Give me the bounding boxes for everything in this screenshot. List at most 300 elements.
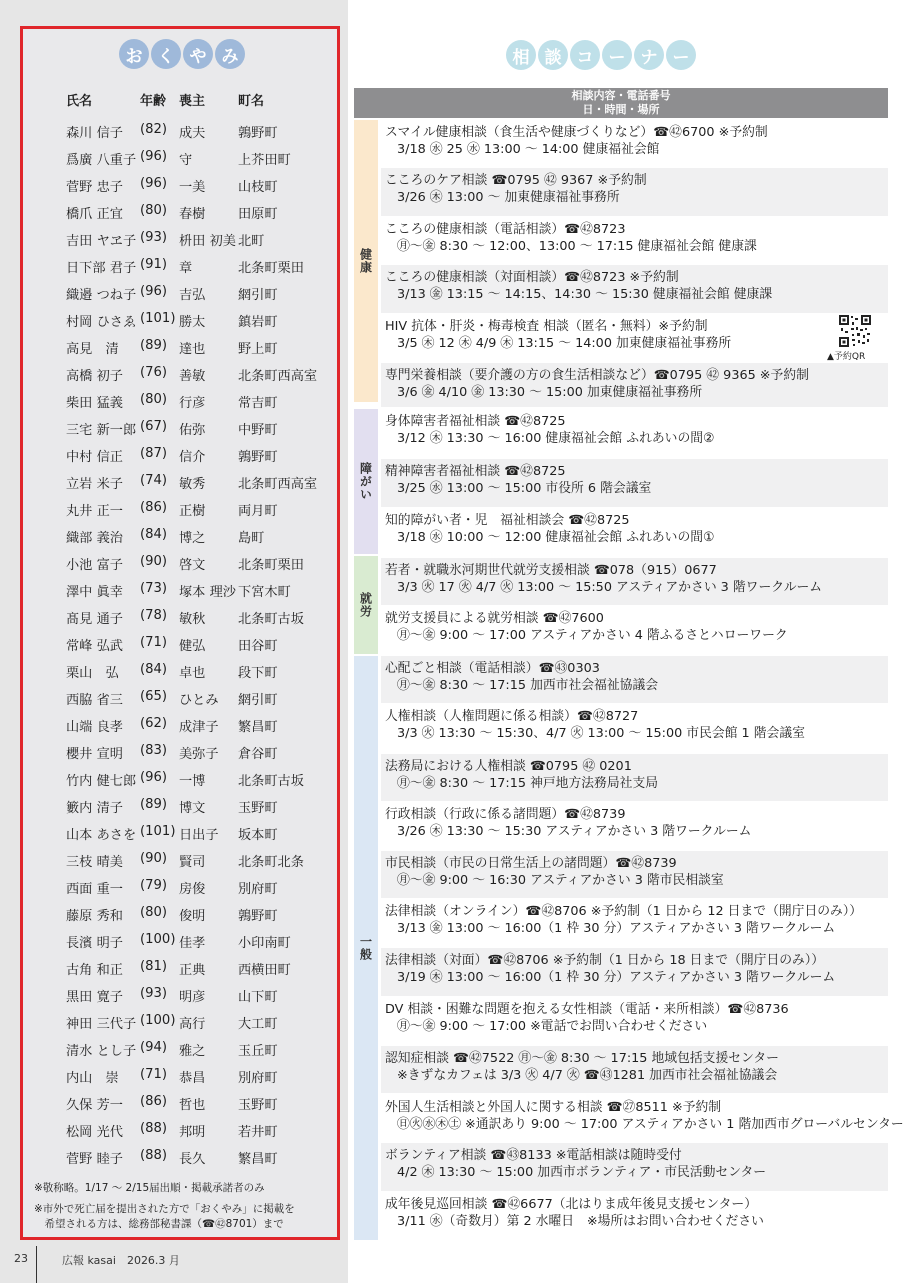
consultation-entry [381,851,888,898]
town-name: 別府町 [238,882,278,897]
consultation-entry [381,120,888,166]
consultation-entry [381,409,888,457]
chief-mourner: 恭昌 [179,1071,206,1086]
consultation-title: 精神障害者福祉相談 ☎㊷8725 [385,464,566,479]
deceased-name: 立岩 米子 [66,477,123,492]
category-health [354,120,378,402]
age: (96) [140,149,168,164]
consultation-detail: ㊊～㊎ 8:30 ～ 12:00、13:00 ～ 17:15 健康福祉会館 健康課 [397,239,757,254]
age: (88) [140,1121,168,1136]
consultation-entry [381,168,888,216]
chief-mourner: 善敏 [179,369,206,384]
consultation-entry [381,948,888,996]
age: (80) [140,905,168,920]
town-name: 西横田町 [238,963,291,978]
consultation-detail: 3/3 ㊋ 17 ㊋ 4/7 ㊋ 13:00 ～ 15:50 アスティアかさい 3 階ワークルーム [397,580,823,595]
consultation-detail: ㊊～㊎ 8:30 ～ 17:15 加西市社会福祉協議会 [397,678,659,693]
obituary-row [66,1148,336,1175]
age: (78) [140,608,168,623]
obituary-title-char: く [151,39,181,69]
consultation-detail: 3/5 ㊍ 12 ㊍ 4/9 ㊍ 13:15 ～ 14:00 加東健康福祉事務所 [397,336,732,351]
chief-mourner: 塚本 理沙 [179,585,236,600]
deceased-name: 山本 あさを [66,828,137,843]
page-number: 23 [14,1252,28,1265]
chief-mourner: 雅之 [179,1044,206,1059]
category-label: 障がい [358,462,373,501]
obituary-row [66,689,336,716]
consultation-title [506,40,696,70]
category-label: 一般 [358,935,373,961]
chief-mourner: 哲也 [179,1098,206,1113]
town-name: 玉野町 [238,801,278,816]
consultation-entry [381,1143,888,1191]
footer-brand: 広報 kasai 2026.3 月 [62,1254,180,1267]
town-name: 北条町古坂 [238,612,304,627]
deceased-name: 黒田 寛子 [66,990,123,1005]
chief-mourner: 長久 [179,1152,206,1167]
chief-mourner: 卓也 [179,666,206,681]
obituary-row [66,257,336,284]
age: (90) [140,851,168,866]
consultation-detail: 3/13 ㊎ 13:00 ～ 16:00（1 枠 30 分）アスティアかさい 3 階ワークルーム [397,921,836,936]
obituary-row [66,176,336,203]
age: (88) [140,1148,168,1163]
chief-mourner: 博之 [179,531,206,546]
age: (96) [140,176,168,191]
consultation-title: 外国人生活相談と外国人に関する相談 ☎㉗8511 ※予約制 [385,1100,722,1115]
obituary-row [66,743,336,770]
obituary-row [66,932,336,959]
chief-mourner: 高行 [179,1017,206,1032]
age: (101) [140,311,176,326]
age: (71) [140,635,168,650]
header-name: 氏名 [66,94,93,109]
town-name: 北条町西高室 [238,369,318,384]
deceased-name: 松岡 光代 [66,1125,123,1140]
obituary-row [66,662,336,689]
town-name: 北町 [238,234,265,249]
deceased-name: 中村 信正 [66,450,123,465]
age: (84) [140,527,168,542]
consultation-title: 知的障がい者・児 福祉相談会 ☎㊷8725 [385,513,630,528]
town-name: 網引町 [238,693,278,708]
deceased-name: 小池 富子 [66,558,123,573]
town-name: 倉谷町 [238,747,278,762]
consultation-entry [381,1095,904,1142]
consultation-entry [381,899,888,947]
obituary-row [66,1094,336,1121]
obituary-row [66,338,336,365]
age: (96) [140,284,168,299]
obituary-row [66,1013,336,1040]
obituary-row [66,797,336,824]
consultation-title: 法務局における人権相談 ☎0795 ㊷ 0201 [385,759,632,774]
chief-mourner: 一博 [179,774,206,789]
consultation-detail: ㊊～㊎ 8:30 ～ 17:15 神戸地方法務局社支局 [397,776,659,791]
consultation-entry [381,217,888,264]
obituary-title-char: や [183,39,213,69]
category-employment [354,556,378,654]
town-name: 別府町 [238,1071,278,1086]
consultation-entry [381,606,888,654]
chief-mourner: 敏秋 [179,612,206,627]
age: (82) [140,122,168,137]
consultation-title: 認知症相談 ☎㊷7522 ㊊～㊎ 8:30 ～ 17:15 地域包括支援センター [385,1051,779,1066]
age: (93) [140,986,168,1001]
consultation-entry [381,314,888,362]
deceased-name: 栗山 弘 [66,666,119,681]
age: (62) [140,716,168,731]
consultation-title: こころの健康相談（対面相談）☎㊷8723 ※予約制 [385,270,679,285]
obituary-row [66,203,336,230]
consultation-title-char: ナ [634,40,664,70]
chief-mourner: 邦明 [179,1125,206,1140]
consultation-title: DV 相談・困難な問題を抱える女性相談（電話・来所相談）☎㊷8736 [385,1002,789,1017]
town-name: 常吉町 [238,396,278,411]
age: (71) [140,1067,168,1082]
town-name: 小印南町 [238,936,291,951]
deceased-name: 菅野 忠子 [66,180,123,195]
consultation-detail: 3/19 ㊍ 13:00 ～ 16:00（1 枠 30 分）アスティアかさい 3 階ワークルーム [397,970,836,985]
age: (84) [140,662,168,677]
consultation-title-char: ー [666,40,696,70]
obituary-row [66,1121,336,1148]
consultation-detail: 3/25 ㊌ 13:00 ～ 15:00 市役所 6 階会議室 [397,481,652,496]
deceased-name: 織部 義治 [66,531,123,546]
consultation-entry [381,1192,888,1238]
header-line-2: 日・時間・場所 [582,103,660,116]
deceased-name: 三宅 新一郎 [66,423,137,438]
consultation-entry [381,459,888,507]
obituary-list [66,122,336,1175]
chief-mourner: 佑弥 [179,423,206,438]
age: (83) [140,743,168,758]
consultation-title: スマイル健康相談（食生活や健康づくりなど）☎㊷6700 ※予約制 [385,125,768,140]
chief-mourner: ひとみ [179,693,219,708]
chief-mourner: 健弘 [179,639,206,654]
age: (96) [140,770,168,785]
age: (90) [140,554,168,569]
age: (93) [140,230,168,245]
age: (81) [140,959,168,974]
consultation-detail: 4/2 ㊍ 13:30 ～ 15:00 加西市ボランティア・市民活動センター [397,1165,767,1180]
header-age: 年齢 [140,94,167,109]
consultation-detail: ㊊～㊎ 9:00 ～ 17:00 アスティアかさい 4 階ふるさとハローワーク [397,628,788,643]
obituary-row [66,824,336,851]
deceased-name: 内山 崇 [66,1071,119,1086]
deceased-name: 竹内 健七郎 [66,774,137,789]
obituary-row [66,284,336,311]
footer-divider [36,1246,37,1283]
consultation-detail: 3/13 ㊎ 13:15 ～ 14:15、14:30 ～ 15:30 健康福祉会館 健康課 [397,287,773,302]
obituary-row [66,581,336,608]
consultation-title: 人権相談（人権問題に係る相談）☎㊷8727 [385,709,639,724]
town-name: 鶉野町 [238,126,278,141]
town-name: 北条町栗田 [238,261,304,276]
consultation-detail: 3/26 ㊍ 13:30 ～ 15:30 アスティアかさい 3 階ワークルーム [397,824,752,839]
chief-mourner: 達也 [179,342,206,357]
category-label: 就労 [358,592,373,618]
deceased-name: 櫻井 宣明 [66,747,123,762]
town-name: 上芥田町 [238,153,291,168]
age: (87) [140,446,168,461]
town-name: 鶉野町 [238,450,278,465]
town-name: 北条町西高室 [238,477,318,492]
obituary-row [66,473,336,500]
consultation-title: 専門栄養相談（要介護の方の食生活相談など）☎0795 ㊷ 9365 ※予約制 [385,368,809,383]
town-name: 下宮木町 [238,585,291,600]
chief-mourner: 房俊 [179,882,206,897]
deceased-name: 神田 三代子 [66,1017,137,1032]
town-name: 中野町 [238,423,278,438]
header-mourner: 喪主 [179,94,206,109]
obituary-row [66,635,336,662]
consultation-title-char: 相 [506,40,536,70]
consultation-entry [381,997,888,1045]
age: (74) [140,473,168,488]
town-name: 繁昌町 [238,1152,278,1167]
obituary-row [66,905,336,932]
age: (100) [140,932,176,947]
town-name: 大工町 [238,1017,278,1032]
chief-mourner: 春樹 [179,207,206,222]
obituary-row [66,986,336,1013]
obituary-title-char: お [119,39,149,69]
consultation-title-char: コ [570,40,600,70]
consultation-title: 身体障害者福祉相談 ☎㊷8725 [385,414,566,429]
obituary-row [66,1040,336,1067]
obituary-title [119,39,245,69]
obituary-row [66,770,336,797]
chief-mourner: 明彦 [179,990,206,1005]
header-line-1: 相談内容・電話番号 [571,89,671,102]
chief-mourner: 枡田 初美 [179,234,236,249]
chief-mourner: 正典 [179,963,206,978]
town-name: 山枝町 [238,180,278,195]
consultation-title-char: 談 [538,40,568,70]
deceased-name: 澤中 眞幸 [66,585,123,600]
obituary-row [66,1067,336,1094]
age: (79) [140,878,168,893]
town-name: 田原町 [238,207,278,222]
obituary-note: ※敬称略。1/17 ～ 2/15届出順・掲載承諾者のみ [34,1182,265,1194]
town-name: 玉野町 [238,1098,278,1113]
age: (65) [140,689,168,704]
town-name: 田谷町 [238,639,278,654]
consultation-detail: ※きずなカフェは 3/3 ㊋ 4/7 ㊋ ☎㊸1281 加西市社会福祉協議会 [397,1068,778,1083]
deceased-name: 三枝 晴美 [66,855,123,870]
obituary-row [66,554,336,581]
consultation-entry [381,558,888,605]
deceased-name: 籔内 清子 [66,801,123,816]
consultation-entry [381,508,888,554]
town-name: 北条町古坂 [238,774,304,789]
consultation-detail: 3/18 ㊌ 25 ㊌ 13:00 ～ 14:00 健康福祉会館 [397,142,660,157]
deceased-name: 村岡 ひさゑ [66,315,137,330]
chief-mourner: 俊明 [179,909,206,924]
chief-mourner: 吉弘 [179,288,206,303]
age: (91) [140,257,168,272]
chief-mourner: 啓文 [179,558,206,573]
deceased-name: 常峰 弘武 [66,639,123,654]
consultation-table-header [354,88,888,118]
age: (100) [140,1013,176,1028]
consultation-entry [381,363,888,407]
deceased-name: 清水 とし子 [66,1044,137,1059]
chief-mourner: 敏秀 [179,477,206,492]
deceased-name: 山端 良孝 [66,720,123,735]
chief-mourner: 日出子 [179,828,219,843]
obituary-row [66,851,336,878]
deceased-name: 藤原 秀和 [66,909,123,924]
deceased-name: 高橋 初子 [66,369,123,384]
deceased-name: 長濱 明子 [66,936,123,951]
consultation-title: こころの健康相談（電話相談）☎㊷8723 [385,222,626,237]
town-name: 坂本町 [238,828,278,843]
deceased-name: 西面 重一 [66,882,123,897]
consultation-entry [381,754,888,801]
deceased-name: 吉田 ヤヱ子 [66,234,137,249]
town-name: 若井町 [238,1125,278,1140]
town-name: 網引町 [238,288,278,303]
town-name: 鶉野町 [238,909,278,924]
chief-mourner: 博文 [179,801,206,816]
consultation-title: 法律相談（対面）☎㊷8706 ※予約制（1 日から 18 日まで（開庁日のみ）） [385,953,825,968]
obituary-row [66,608,336,635]
obituary-row [66,446,336,473]
chief-mourner: 一美 [179,180,206,195]
deceased-name: 森川 信子 [66,126,123,141]
category-general [354,656,378,1240]
consultation-title-char: ー [602,40,632,70]
obituary-row [66,311,336,338]
obituary-title-char: み [215,39,245,69]
consultation-title: 就労支援員による就労相談 ☎㊷7600 [385,611,604,626]
deceased-name: 柴田 猛義 [66,396,123,411]
age: (89) [140,797,168,812]
deceased-name: 髙見 通子 [66,612,123,627]
chief-mourner: 成夫 [179,126,206,141]
town-name: 段下町 [238,666,278,681]
obituary-note: ※市外で死亡届を提出された方で「おくやみ」に掲載を [34,1203,295,1215]
consultation-entry [381,704,888,752]
obituary-row [66,365,336,392]
town-name: 野上町 [238,342,278,357]
consultation-detail: 3/26 ㊍ 13:00 ～ 加東健康福祉事務所 [397,190,620,205]
deceased-name: 高見 清 [66,342,119,357]
deceased-name: 織邉 つね子 [66,288,137,303]
consultation-title: 市民相談（市民の日常生活上の諸問題）☎㊷8739 [385,856,677,871]
deceased-name: 日下部 君子 [66,261,137,276]
deceased-name: 爲廣 八重子 [66,153,137,168]
consultation-entry [381,265,888,313]
chief-mourner: 勝太 [179,315,206,330]
obituary-row [66,122,336,149]
deceased-name: 古角 和正 [66,963,123,978]
obituary-row [66,878,336,905]
consultation-title: 若者・就職氷河期世代就労支援相談 ☎078（915）0677 [385,563,717,578]
chief-mourner: 賢司 [179,855,206,870]
town-name: 両月町 [238,504,278,519]
chief-mourner: 行彦 [179,396,206,411]
obituary-row [66,527,336,554]
qr-caption: ▲予約QR [827,352,866,362]
obituary-row [66,230,336,257]
deceased-name: 橋爪 正宜 [66,207,123,222]
obituary-row [66,500,336,527]
reservation-qr-code[interactable] [838,314,872,348]
consultation-entry [381,1046,888,1093]
consultation-detail: ㊊～㊎ 9:00 ～ 17:00 ※電話でお問い合わせください [397,1019,708,1034]
age: (86) [140,1094,168,1109]
town-name: 北条町北条 [238,855,304,870]
consultation-title: こころのケア相談 ☎0795 ㊷ 9367 ※予約制 [385,173,647,188]
age: (101) [140,824,176,839]
chief-mourner: 佳孝 [179,936,206,951]
consultation-detail: ㊊～㊎ 9:00 ～ 16:30 アスティアかさい 3 階市民相談室 [397,873,724,888]
consultation-detail: 3/18 ㊌ 10:00 ～ 12:00 健康福祉会館 ふれあいの間① [397,530,715,545]
consultation-title: ボランティア相談 ☎㊸8133 ※電話相談は随時受付 [385,1148,682,1163]
consultation-title: 行政相談（行政に係る諸問題）☎㊷8739 [385,807,626,822]
age: (76) [140,365,168,380]
chief-mourner: 正樹 [179,504,206,519]
chief-mourner: 美弥子 [179,747,219,762]
consultation-entry [381,802,888,849]
consultation-title: 成年後見巡回相談 ☎㊷6677（北はりま成年後見支援センター） [385,1197,757,1212]
obituary-row [66,149,336,176]
chief-mourner: 章 [179,261,193,276]
obituary-note: 希望される方は、総務部秘書課（☎㊷8701）まで [34,1218,284,1230]
consultation-title: 法律相談（オンライン）☎㊷8706 ※予約制（1 日から 12 日まで（開庁日のみ）） [385,904,863,919]
deceased-name: 西脇 省三 [66,693,123,708]
town-name: 島町 [238,531,265,546]
consultation-detail: 3/3 ㊋ 13:30 ～ 15:30、4/7 ㊋ 13:00 ～ 15:00 市民会館 1 階会議室 [397,726,805,741]
obituary-row [66,959,336,986]
chief-mourner: 成津子 [179,720,219,735]
town-name: 山下町 [238,990,278,1005]
town-name: 繁昌町 [238,720,278,735]
consultation-detail: 3/11 ㊌（奇数月）第 2 水曜日 ※場所はお問い合わせください [397,1214,764,1229]
chief-mourner: 信介 [179,450,206,465]
age: (86) [140,500,168,515]
consultation-title: 心配ごと相談（電話相談）☎㊸0303 [385,661,600,676]
age: (94) [140,1040,168,1055]
consultation-entry [381,656,888,703]
consultation-detail: ㊐㊋㊌㊍㊏ ※通訳あり 9:00 ～ 17:00 アスティアかさい 1 階加西市グローバルセンター [397,1117,904,1132]
age: (67) [140,419,168,434]
header-town: 町名 [238,94,265,109]
age: (80) [140,203,168,218]
age: (80) [140,392,168,407]
age: (89) [140,338,168,353]
town-name: 北条町栗田 [238,558,304,573]
consultation-detail: 3/12 ㊍ 13:30 ～ 16:00 健康福祉会館 ふれあいの間② [397,431,715,446]
deceased-name: 菅野 睦子 [66,1152,123,1167]
consultation-detail: 3/6 ㊎ 4/10 ㊎ 13:30 ～ 15:00 加東健康福祉事務所 [397,385,703,400]
deceased-name: 丸井 正一 [66,504,123,519]
chief-mourner: 守 [179,153,193,168]
obituary-row [66,716,336,743]
age: (73) [140,581,168,596]
category-label: 健康 [358,248,373,274]
obituary-row [66,392,336,419]
town-name: 玉丘町 [238,1044,278,1059]
town-name: 鎮岩町 [238,315,278,330]
category-disability [354,409,378,554]
deceased-name: 久保 芳一 [66,1098,123,1113]
obituary-row [66,419,336,446]
consultation-title: HIV 抗体・肝炎・梅毒検査 相談（匿名・無料）※予約制 [385,319,708,334]
